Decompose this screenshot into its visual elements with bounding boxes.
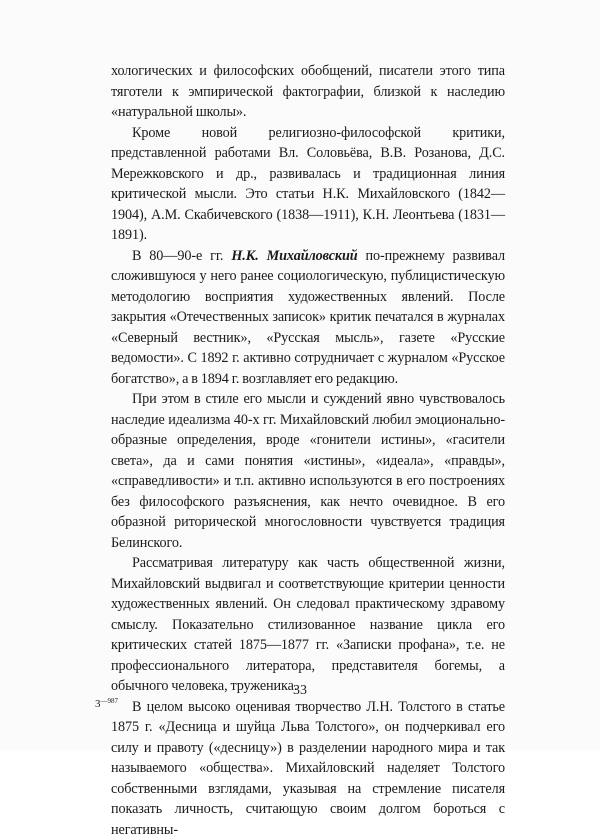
paragraph-3-text: по-прежнему развивал сложившуюся у него ранее социологическую, публицистическую методологию восприятия художественных явлений. После закрытия «Отечественных записок» критик печатался в журналах «Северный вестник», «Русская мысль», газете «Русские ведомости». С 1892 г. активно сотрудничает с журналом «Русское богатство», а в 1894 г. возглавляет его редакцию.	[111, 248, 505, 387]
paragraph-1-text: хологических и философских обобщений, писатели этого типа тяготели к эмпирической фактографии, близкой к наследию «натуральной школы».	[111, 63, 505, 120]
paragraph-3-emphasis-name: Н.К. Михайловский	[231, 248, 357, 264]
paragraph-3-prefix: В 80—90-е гг.	[132, 248, 231, 264]
paragraph-1	[111, 61, 505, 123]
paragraph-2-text: Кроме новой религиозно-философской критики, представленной работами Вл. Соловьёва, В.В. Розанова, Д.С. Мережковского и др., развивалась и традиционная линия критической мысли. Это статьи Н.К. Михайловского (1842—1904), А.М. Скабичевского (1838—1911), К.Н. Леонтьева (1831—1891).	[111, 125, 505, 244]
paragraph-2	[111, 123, 505, 246]
paragraph-4-text: При этом в стиле его мысли и суждений явно чувствовалось наследие идеализма 40-х гг. Михайловский любил эмоционально-образные определения, вроде «гонители истины», «гасители света», да и сами понятия «истины», «идеала», «правды», «справедливости» и т.п. активно используются в его построениях без философского разъяснения, как нечто очевидное. В его образной риторической многословности чувствуется традиция Белинского.	[111, 391, 505, 551]
signature-number: 3	[95, 698, 101, 710]
paragraph-5	[111, 553, 505, 697]
page-number: 33	[0, 683, 600, 699]
paragraph-6	[111, 697, 505, 840]
paragraph-4	[111, 389, 505, 553]
signature-superscript: —987	[101, 697, 119, 705]
paragraph-5-text: Рассматривая литературу как часть общественной жизни, Михайловский выдвигал и соответствующие критерии ценности художественных явлений. Он следовал практическому здравому смыслу. Показательно стилизованное название цикла его критических статей 1875—1877 гг. «Записки профана», т.е. не профессионального литератора, представителя богемы, а обычного человека, труженика.	[111, 555, 505, 694]
paragraph-6-text: В целом высоко оценивая творчество Л.Н. Толстого в статье 1875 г. «Десница и шуйца Льва Толстого», он подчеркивал его силу и правоту («десницу») в разделении народного мира и так называемого «общества». Михайловский наделяет Толстого собственными взглядами, указывая на стремление писателя показать личность, считающую своим долгом бороться с негативны-	[111, 699, 505, 838]
paragraph-3	[111, 246, 505, 390]
body-text	[111, 61, 505, 840]
